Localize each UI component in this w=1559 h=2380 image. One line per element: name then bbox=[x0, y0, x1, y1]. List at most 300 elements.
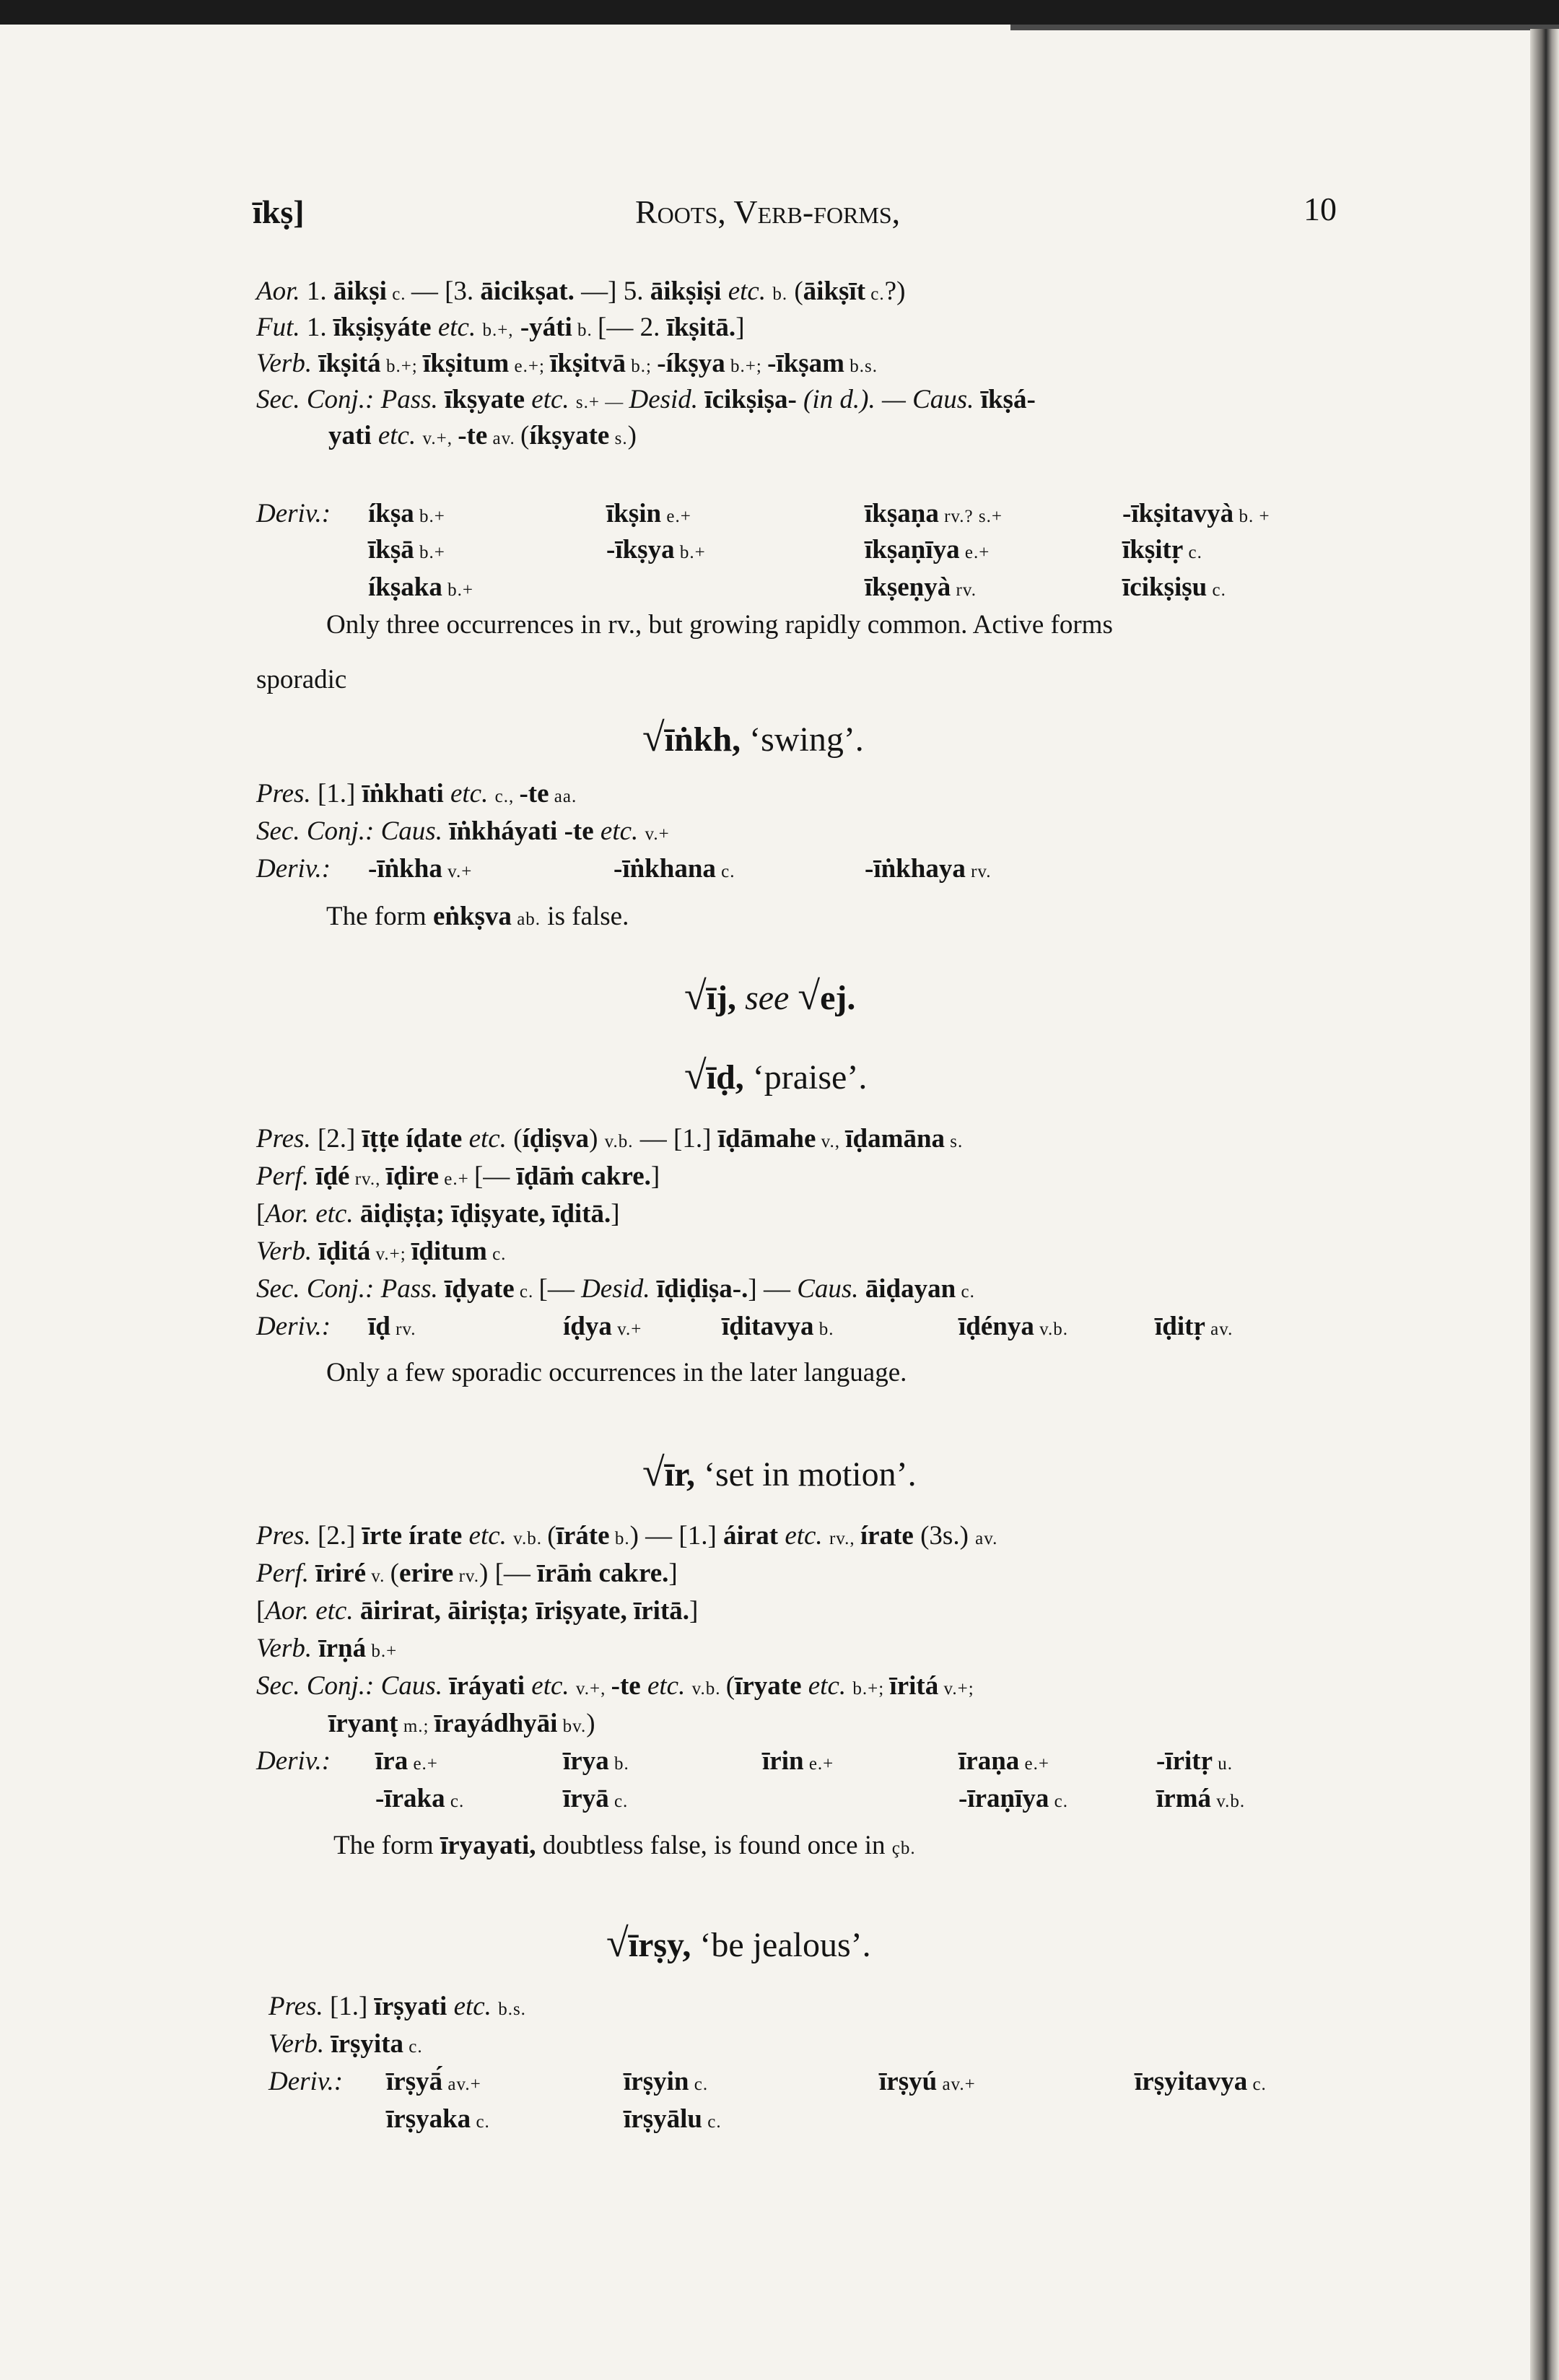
form: īḍire bbox=[385, 1161, 440, 1191]
irsy-verb-line bbox=[268, 2028, 423, 2063]
label: Verb. bbox=[268, 2029, 325, 2059]
source: rv., bbox=[829, 1529, 860, 1548]
irsy-deriv-r1c0 bbox=[386, 2104, 490, 2138]
text: [— bbox=[473, 1161, 517, 1191]
iks-deriv-label-text: Deriv.: bbox=[256, 499, 331, 528]
source: s.+ — bbox=[575, 393, 629, 412]
label: Verb. bbox=[256, 1634, 313, 1663]
label: Fut. bbox=[256, 313, 300, 342]
text: ( bbox=[390, 1559, 399, 1588]
source: av. bbox=[487, 429, 521, 448]
etc: etc. bbox=[778, 1521, 829, 1551]
source: v.b. bbox=[1211, 1792, 1246, 1811]
inkh-pres-line bbox=[256, 778, 577, 813]
form: īrṣyitavya bbox=[1135, 2067, 1248, 2096]
text: [2.] bbox=[310, 1521, 362, 1551]
form: īrmá bbox=[1156, 1784, 1212, 1813]
root: īj, bbox=[706, 979, 737, 1017]
text: [— bbox=[538, 1274, 582, 1304]
form: īkṣitvā bbox=[550, 349, 626, 378]
inkh-deriv-c1 bbox=[613, 853, 735, 888]
source: rv. bbox=[390, 1320, 416, 1339]
source: av.+ bbox=[442, 2075, 481, 2094]
text: ( bbox=[547, 1521, 556, 1551]
ir-deriv-r1c0 bbox=[375, 1783, 464, 1818]
source: e.+ bbox=[408, 1754, 438, 1774]
form: īkṣyate bbox=[445, 385, 525, 414]
source: c. bbox=[689, 2075, 709, 2094]
source: s. bbox=[609, 429, 628, 448]
text: is false. bbox=[541, 902, 629, 931]
ir-heading bbox=[642, 1450, 917, 1495]
source: b.+; bbox=[852, 1679, 890, 1699]
text: ( bbox=[787, 276, 803, 306]
source: av.+ bbox=[937, 2075, 976, 2094]
text: ) bbox=[586, 1709, 595, 1738]
text: [1.] bbox=[310, 779, 362, 808]
etc: etc. bbox=[462, 1521, 514, 1551]
form: īrṇá bbox=[312, 1634, 367, 1663]
ir-sec-conj-line-2 bbox=[328, 1708, 595, 1743]
ir-deriv-r1c3 bbox=[958, 1783, 1068, 1818]
id-deriv-c1 bbox=[563, 1311, 642, 1346]
gloss: ‘set in motion’. bbox=[694, 1455, 917, 1494]
target: ej. bbox=[820, 979, 856, 1017]
text: (3s.) bbox=[913, 1521, 976, 1551]
id-deriv-c4 bbox=[1155, 1311, 1233, 1346]
form: -īritṛ bbox=[1156, 1746, 1213, 1776]
form: īrāṁ cakre. bbox=[537, 1559, 669, 1588]
form: āirirat, āiriṣṭa; īriṣyate, īritā. bbox=[353, 1596, 690, 1626]
source: b. bbox=[608, 1754, 629, 1774]
form: áirat bbox=[723, 1521, 779, 1551]
label: Pres. bbox=[256, 1521, 311, 1551]
source: av. bbox=[975, 1529, 998, 1548]
form: īkṣin bbox=[606, 499, 662, 528]
source: b.+ bbox=[366, 1642, 398, 1661]
inkh-deriv-label: Deriv.: bbox=[256, 854, 331, 884]
source: c. bbox=[608, 1792, 629, 1811]
source: b. bbox=[572, 321, 598, 340]
label: Verb. bbox=[256, 1237, 313, 1266]
text: — [1.] bbox=[633, 1124, 718, 1154]
source: c. bbox=[1049, 1792, 1068, 1811]
etc: etc. bbox=[525, 1671, 576, 1701]
page-number: 10 bbox=[1303, 191, 1337, 227]
source: c. bbox=[1207, 580, 1226, 600]
form: -íkṣya bbox=[657, 349, 725, 378]
source: v.b. bbox=[604, 1132, 634, 1151]
form: -īṅkha bbox=[368, 854, 442, 884]
ir-deriv-r0c1 bbox=[563, 1745, 629, 1780]
form: īkṣiṣyáte bbox=[333, 313, 432, 342]
root-sign-icon: √ bbox=[642, 1450, 665, 1495]
source: b. bbox=[813, 1320, 834, 1339]
id-deriv-label: Deriv.: bbox=[256, 1312, 331, 1341]
form: īritá bbox=[889, 1671, 939, 1701]
form: īḍamāna bbox=[845, 1124, 946, 1154]
form: īkṣitum bbox=[422, 349, 510, 378]
root-sign-icon: √ bbox=[642, 715, 665, 760]
running-head-title: Roots, Verb-forms, bbox=[635, 193, 901, 230]
source: b.+ bbox=[414, 543, 445, 562]
form: īryā bbox=[563, 1784, 609, 1813]
iks-sec-conj-line-1 bbox=[256, 384, 1036, 419]
label: Caus. bbox=[374, 816, 450, 846]
source: ab. bbox=[511, 910, 541, 929]
text: ) bbox=[589, 1124, 605, 1154]
etc: etc. bbox=[640, 1671, 692, 1701]
label: Caus. bbox=[374, 1671, 450, 1701]
source: c. bbox=[702, 2112, 722, 2132]
form: īraṇa bbox=[958, 1746, 1020, 1776]
source: rv. bbox=[453, 1566, 480, 1586]
inkh-deriv-c2 bbox=[865, 853, 992, 888]
source: c. bbox=[514, 1282, 539, 1302]
ir-deriv-r0c2 bbox=[762, 1745, 834, 1780]
irsy-deriv-r1c1 bbox=[624, 2104, 722, 2138]
form: yati bbox=[328, 421, 372, 450]
form: īryate bbox=[735, 1671, 802, 1701]
form: íḍya bbox=[563, 1312, 612, 1341]
text: ( bbox=[520, 421, 530, 450]
form: īráyati bbox=[449, 1671, 525, 1701]
label: Pass. bbox=[374, 385, 445, 414]
label: Desid. bbox=[629, 385, 705, 414]
source: e.+; bbox=[509, 357, 551, 376]
text: [— 2. bbox=[598, 313, 667, 342]
form: īkṣeṇyà bbox=[865, 572, 951, 602]
form: īṅkháyati bbox=[449, 816, 558, 846]
source: e.+ bbox=[661, 507, 691, 526]
iks-aor-line bbox=[256, 276, 905, 310]
source: c. bbox=[403, 2037, 423, 2057]
source: b.+, bbox=[482, 321, 514, 340]
etc: etc. bbox=[462, 1124, 514, 1154]
iks-deriv-r2c0 bbox=[368, 572, 473, 606]
form: īrṣyā́ bbox=[386, 2067, 443, 2096]
form: īrṣyaka bbox=[386, 2104, 471, 2134]
label: Perf. bbox=[256, 1161, 309, 1191]
iks-deriv-r1c1 bbox=[606, 534, 706, 569]
form: āikṣiṣi bbox=[650, 276, 722, 306]
form: īḍitá bbox=[312, 1237, 371, 1266]
form: īṅkhati bbox=[362, 779, 444, 808]
form: īkṣaṇīya bbox=[865, 535, 960, 565]
form: -te bbox=[557, 816, 594, 846]
source: v.+; bbox=[938, 1679, 974, 1699]
form: íkṣyate bbox=[529, 421, 610, 450]
source: v.+; bbox=[370, 1245, 411, 1264]
source: c. bbox=[1247, 2075, 1267, 2094]
text: [ bbox=[256, 1199, 266, 1229]
form: īriré bbox=[308, 1559, 367, 1588]
iks-note-line-1: Only three occurrences in rv., but growing rapidly common. Active forms bbox=[326, 610, 1113, 640]
form: īrṣyita bbox=[324, 2029, 404, 2059]
source: v.+ bbox=[611, 1320, 642, 1339]
ir-deriv-r0c0 bbox=[375, 1745, 438, 1780]
form: īrṣyālu bbox=[624, 2104, 702, 2134]
root-sign-icon: √ bbox=[684, 974, 707, 1019]
id-deriv-c3 bbox=[958, 1311, 1068, 1346]
source: çb. bbox=[891, 1839, 916, 1858]
source: b.+; bbox=[380, 357, 423, 376]
source: c. bbox=[956, 1282, 975, 1302]
form: īḍāṁ cakre. bbox=[516, 1161, 651, 1191]
text: ) bbox=[627, 421, 637, 450]
source: v.b. bbox=[691, 1679, 726, 1699]
source: v.b. bbox=[513, 1529, 548, 1548]
irsy-deriv-r0c3 bbox=[1135, 2066, 1267, 2101]
label: Desid. bbox=[581, 1274, 657, 1304]
form: -te bbox=[458, 421, 488, 450]
source: u. bbox=[1213, 1754, 1233, 1774]
id-heading bbox=[684, 1053, 868, 1098]
form: īkṣitṛ bbox=[1122, 535, 1184, 565]
form: -te bbox=[611, 1671, 641, 1701]
ir-deriv-r0c4 bbox=[1156, 1745, 1233, 1780]
form: īḍé bbox=[308, 1161, 350, 1191]
text: ] bbox=[668, 1559, 678, 1588]
form: īrṣyati bbox=[374, 1992, 447, 2021]
form: -yáti bbox=[513, 313, 572, 342]
ir-aor-line bbox=[256, 1595, 698, 1627]
source: c. bbox=[486, 1245, 507, 1264]
root-sign-icon: √ bbox=[606, 1921, 629, 1966]
source: b. + bbox=[1233, 507, 1270, 526]
source: v.+ bbox=[645, 824, 670, 844]
form: īḍénya bbox=[958, 1312, 1034, 1341]
form: īḍāmahe bbox=[717, 1124, 816, 1154]
form: īrṣyú bbox=[879, 2067, 938, 2096]
source: rv.? s.+ bbox=[938, 507, 1003, 526]
form: īráte bbox=[556, 1521, 610, 1551]
label: Sec. Conj.: bbox=[256, 1671, 375, 1701]
source: c., bbox=[494, 787, 520, 806]
ij-heading bbox=[684, 974, 856, 1019]
source: v.b. bbox=[1034, 1320, 1068, 1339]
source: v.+, bbox=[575, 1679, 611, 1699]
source: b.+ bbox=[442, 580, 473, 600]
source: e.+ bbox=[803, 1754, 834, 1774]
source: b.+; bbox=[725, 357, 768, 376]
label: Aor. etc. bbox=[265, 1596, 354, 1626]
form: āiḍiṣṭa; īḍiṣyate, īḍitā. bbox=[353, 1199, 611, 1229]
see: see bbox=[736, 979, 798, 1017]
iks-verb-line bbox=[256, 348, 878, 383]
source: c. bbox=[1183, 543, 1202, 562]
id-aor-line bbox=[256, 1198, 620, 1230]
ir-deriv-label: Deriv.: bbox=[256, 1746, 331, 1776]
label: Sec. Conj.: bbox=[256, 816, 375, 846]
iks-deriv-r1c0 bbox=[368, 534, 445, 569]
label: Verb. bbox=[256, 349, 313, 378]
ir-perf-line bbox=[256, 1558, 678, 1592]
form: āikṣi bbox=[333, 276, 387, 306]
text: ] — bbox=[748, 1274, 798, 1304]
form: īkṣaṇa bbox=[865, 499, 939, 528]
label: Caus. bbox=[797, 1274, 865, 1304]
text: — [3. bbox=[411, 276, 481, 306]
form: īryayati, bbox=[440, 1831, 536, 1860]
ir-deriv-r1c4 bbox=[1156, 1783, 1245, 1818]
ir-sec-conj-line-1 bbox=[256, 1670, 974, 1705]
iks-sec-conj-line-2 bbox=[328, 420, 637, 455]
etc: etc. bbox=[443, 779, 495, 808]
irsy-deriv-r0c2 bbox=[879, 2066, 976, 2101]
label: Aor. bbox=[256, 276, 300, 306]
label: Perf. bbox=[256, 1559, 309, 1588]
text: ( bbox=[725, 1671, 735, 1701]
ir-note bbox=[333, 1830, 916, 1865]
iks-fut-line bbox=[256, 312, 745, 346]
form: āiḍayan bbox=[865, 1274, 956, 1304]
iks-deriv-r0c0 bbox=[368, 498, 445, 533]
gloss: ‘swing’. bbox=[741, 720, 864, 759]
form: īrṣyin bbox=[624, 2067, 689, 2096]
iks-deriv-r2c3 bbox=[1122, 572, 1226, 606]
source: av. bbox=[1205, 1320, 1233, 1339]
irsy-deriv-r0c0 bbox=[386, 2066, 481, 2101]
form: -īkṣam bbox=[767, 349, 844, 378]
form: āicikṣat. bbox=[480, 276, 575, 306]
source: v., bbox=[816, 1132, 846, 1151]
form: īryanṭ bbox=[328, 1709, 398, 1738]
source: b. bbox=[609, 1529, 630, 1548]
label: Pres. bbox=[268, 1992, 323, 2021]
form: īḍiḍiṣa-. bbox=[656, 1274, 748, 1304]
source: c. bbox=[471, 2112, 490, 2132]
source: c. bbox=[865, 284, 885, 304]
label: Sec. Conj.: bbox=[256, 385, 375, 414]
form: -īraka bbox=[375, 1784, 445, 1813]
text: ] bbox=[611, 1199, 620, 1229]
text: doubtless false, is found once in bbox=[536, 1831, 892, 1860]
ir-deriv-r1c1 bbox=[563, 1783, 628, 1818]
form: íkṣaka bbox=[368, 572, 442, 602]
source: b. bbox=[772, 284, 788, 304]
form: īrin bbox=[762, 1746, 804, 1776]
text: The form bbox=[333, 1831, 440, 1860]
iks-note-line-2: sporadic bbox=[256, 665, 347, 694]
etc: etc. bbox=[593, 816, 645, 846]
form: īḍitum bbox=[411, 1237, 487, 1266]
source: b.; bbox=[626, 357, 658, 376]
text: ) [— bbox=[479, 1559, 538, 1588]
root: īrṣy, bbox=[628, 1926, 691, 1964]
inkh-sec-conj-line bbox=[256, 816, 670, 850]
root: īr, bbox=[664, 1455, 695, 1494]
etc: etc. bbox=[801, 1671, 853, 1701]
iks-deriv-r0c2 bbox=[865, 498, 1003, 533]
note: (in d.). — bbox=[796, 385, 913, 414]
label: Caus. bbox=[912, 385, 981, 414]
id-perf-line bbox=[256, 1161, 660, 1195]
text: The form bbox=[326, 902, 433, 931]
form: īcikṣiṣu bbox=[1122, 572, 1208, 602]
iks-deriv-r2c2 bbox=[865, 572, 977, 606]
form: írate bbox=[860, 1521, 914, 1551]
form: īkṣā bbox=[368, 535, 414, 565]
text: —] 5. bbox=[574, 276, 650, 306]
label: Aor. etc. bbox=[265, 1199, 354, 1229]
inkh-deriv-c0 bbox=[368, 853, 472, 888]
page-binding-edge bbox=[1530, 29, 1559, 2380]
id-deriv-c0 bbox=[368, 1311, 416, 1346]
etc: etc. bbox=[431, 313, 483, 342]
form: erire bbox=[399, 1559, 454, 1588]
form: īcikṣiṣa- bbox=[704, 385, 797, 414]
source: v. bbox=[366, 1566, 390, 1586]
text: ( bbox=[513, 1124, 523, 1154]
label: Pres. bbox=[256, 779, 311, 808]
form: íkṣa bbox=[368, 499, 414, 528]
label: Pass. bbox=[374, 1274, 445, 1304]
text: [ bbox=[256, 1596, 266, 1626]
form: īṭṭe íḍate bbox=[362, 1124, 463, 1154]
running-head-left: īkṣ] bbox=[253, 193, 305, 230]
form: eṅkṣva bbox=[432, 902, 512, 931]
irsy-deriv-label: Deriv.: bbox=[268, 2067, 344, 2096]
ir-deriv-r0c3 bbox=[958, 1745, 1049, 1780]
form: -īkṣitavyà bbox=[1122, 499, 1234, 528]
source: e.+ bbox=[959, 543, 990, 562]
form: -te bbox=[519, 779, 549, 808]
id-note: Only a few sporadic occurrences in the later language. bbox=[326, 1358, 907, 1387]
source: aa. bbox=[549, 787, 577, 806]
iks-deriv-r0c1 bbox=[606, 498, 691, 533]
source: rv. bbox=[951, 580, 977, 600]
etc: etc. bbox=[721, 276, 773, 306]
source: b.s. bbox=[498, 2000, 526, 2019]
source: c. bbox=[445, 1792, 465, 1811]
root: īḍ, bbox=[706, 1058, 744, 1097]
iks-deriv-r1c2 bbox=[865, 534, 990, 569]
source: c. bbox=[386, 284, 411, 304]
gloss: ‘praise’. bbox=[743, 1058, 868, 1097]
irsy-deriv-r0c1 bbox=[624, 2066, 708, 2101]
inkh-heading bbox=[642, 715, 864, 760]
source: b.+ bbox=[414, 507, 445, 526]
source: b.+ bbox=[674, 543, 706, 562]
root-sign-icon: √ bbox=[684, 1053, 707, 1098]
source: v.+ bbox=[442, 862, 473, 881]
irsy-heading bbox=[606, 1921, 871, 1966]
form: īḍitṛ bbox=[1155, 1312, 1205, 1341]
iks-deriv-r0c3 bbox=[1122, 498, 1270, 533]
label: Sec. Conj.: bbox=[256, 1274, 375, 1304]
iks-deriv-r1c3 bbox=[1122, 534, 1202, 569]
irsy-pres-line bbox=[268, 1991, 526, 2026]
form: īḍitavya bbox=[722, 1312, 814, 1341]
text: ?) bbox=[884, 276, 906, 306]
id-deriv-c2 bbox=[722, 1311, 834, 1346]
text: ] bbox=[650, 1161, 660, 1191]
form: -īkṣya bbox=[606, 535, 675, 565]
ir-pres-line bbox=[256, 1520, 997, 1555]
source: b.s. bbox=[844, 357, 878, 376]
text: 1. bbox=[300, 276, 333, 306]
text: ] bbox=[689, 1596, 699, 1626]
source: m.; bbox=[398, 1717, 434, 1736]
ir-verb-line bbox=[256, 1633, 397, 1668]
text: ] bbox=[735, 313, 745, 342]
form: īḍyate bbox=[445, 1274, 515, 1304]
id-verb-line bbox=[256, 1236, 506, 1270]
form: -īraṇīya bbox=[958, 1784, 1049, 1813]
root: īṅkh, bbox=[664, 720, 741, 759]
gloss: ‘be jealous’. bbox=[691, 1926, 871, 1964]
